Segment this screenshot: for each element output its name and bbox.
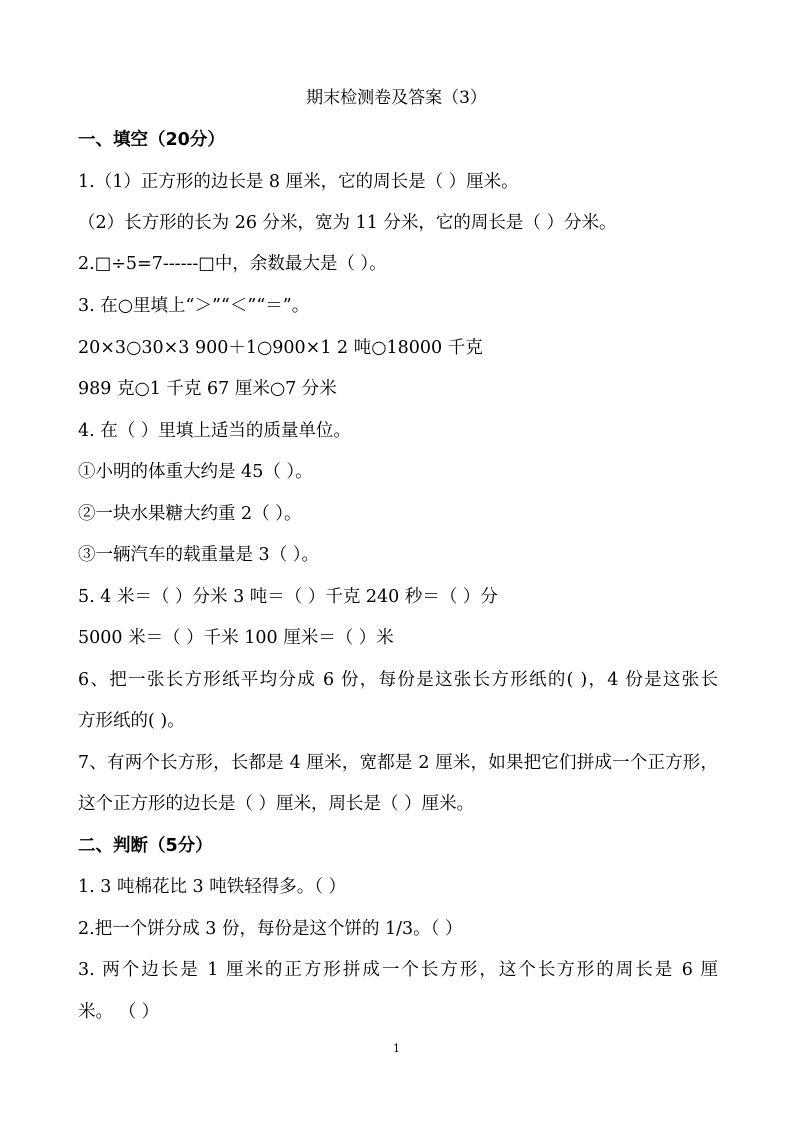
section-heading-fill-in: 一、填空（20分） xyxy=(78,130,225,150)
question-1-2: （2）长方形的长为 26 分米，宽为 11 分米，它的周长是（ ）分米。 xyxy=(78,213,617,233)
question-7-line-1: 7、有两个长方形，长都是 4 厘米，宽都是 2 厘米，如果把它们拼成一个正方形， xyxy=(78,753,718,773)
question-3-row-2: 989 克○1 千克 67 厘米○7 分米 xyxy=(78,379,337,399)
question-3-row-1: 20×3○30×3 900＋1○900×1 2 吨○18000 千克 xyxy=(78,338,483,358)
judge-question-3-line-2: 米。 （ ） xyxy=(78,1002,160,1022)
question-5-row-1: 5. 4 米＝（ ）分米 3 吨＝（ ）千克 240 秒＝（ ）分 xyxy=(78,587,498,607)
question-5-row-2: 5000 米＝（ ）千米 100 厘米＝（ ）米 xyxy=(78,628,394,648)
judge-question-2: 2.把一个饼分成 3 份，每份是这个饼的 1/3。（ ） xyxy=(78,919,463,939)
judge-question-3-line-1: 3. 两个边长是 1 厘米的正方形拼成一个长方形，这个长方形的周长是 6 厘 xyxy=(78,960,718,980)
question-4-item-3: ③一辆汽车的载重量是 3（ ）。 xyxy=(78,545,320,565)
question-6-line-1: 6、把一张长方形纸平均分成 6 份，每份是这张长方形纸的( )，4 份是这张长 xyxy=(78,670,718,690)
question-2: 2.□÷5=7------□中，余数最大是（ ）。 xyxy=(78,254,387,274)
question-4: 4. 在（ ）里填上适当的质量单位。 xyxy=(78,421,351,441)
section-heading-judge: 二、判断（5分） xyxy=(78,836,213,856)
question-4-item-1: ①小明的体重大约是 45（ ）。 xyxy=(78,462,313,482)
page-title: 期末检测卷及答案（3） xyxy=(306,88,487,108)
judge-question-1: 1. 3 吨棉花比 3 吨铁轻得多。（ ） xyxy=(78,877,347,897)
question-1-1: 1.（1）正方形的边长是 8 厘米，它的周长是（ ）厘米。 xyxy=(78,172,519,192)
question-4-item-2: ②一块水果糖大约重 2（ ）。 xyxy=(78,504,302,524)
question-6-line-2: 方形纸的( )。 xyxy=(78,711,185,731)
question-7-line-2: 这个正方形的边长是（ ）厘米，周长是（ ）厘米。 xyxy=(78,794,475,814)
page-number: 1 xyxy=(393,1042,400,1055)
question-3: 3. 在○里填上“＞”“＜”“＝”。 xyxy=(78,296,310,316)
